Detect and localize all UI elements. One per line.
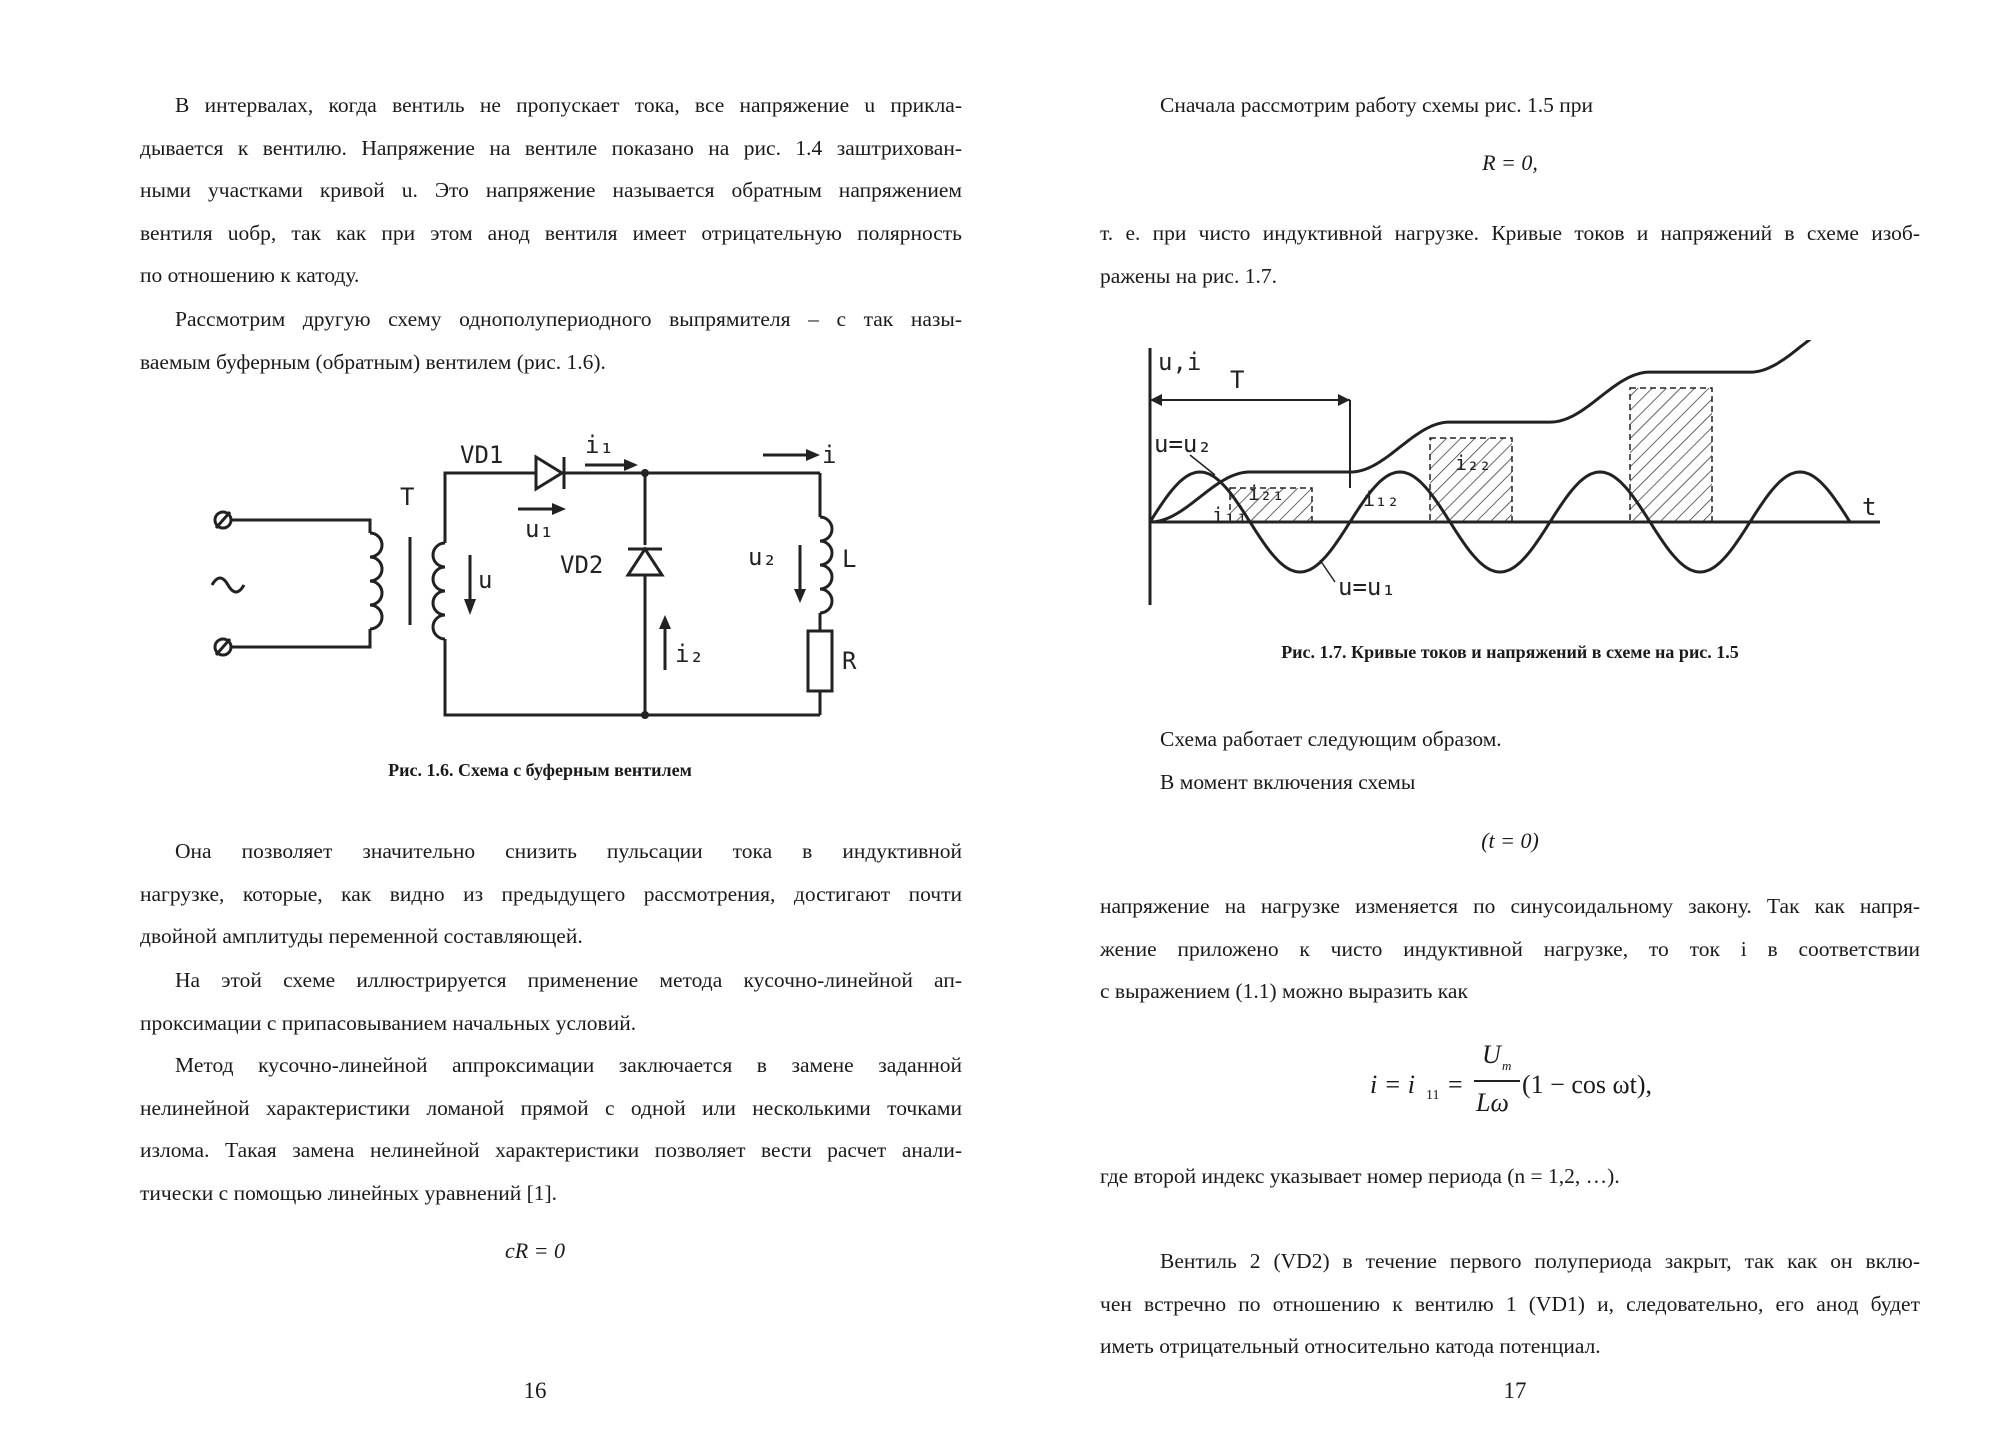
formula-num: U (1482, 1040, 1501, 1069)
right-paragraph-2 (1100, 212, 1920, 297)
text-line: с выражением (1.1) можно выразить как (1100, 979, 1468, 1003)
text-line: Сначала рассмотрим работу схемы рис. 1.5 при (1160, 93, 1594, 117)
period-arrow-right (1338, 394, 1350, 406)
label-i11: i₁₁ (1212, 503, 1249, 527)
formula-rest: (1 − cos ωt), (1522, 1070, 1652, 1099)
label-i1: i₁ (585, 431, 614, 459)
page-number-right: 17 (1503, 1378, 1527, 1403)
text-line: по отношению к катоду. (140, 263, 360, 287)
formula-current (1370, 1040, 1690, 1130)
ac-symbol (212, 578, 244, 592)
figure-caption-1-7: Рис. 1.7. Кривые токов и напряжений в схеме на рис. 1.5 (1281, 642, 1739, 662)
label-u: u (478, 566, 493, 594)
label-u1: u₁ (525, 515, 554, 543)
formula-lhs: i = i (1370, 1070, 1415, 1099)
left-paragraph-1 (140, 84, 962, 297)
label-ui: u,i (1158, 348, 1202, 376)
label-u-u1: u=u₁ (1338, 573, 1396, 601)
right-paragraph-6 (1100, 1240, 1920, 1368)
right-paragraph-3 (1100, 718, 1920, 803)
label-t: T (400, 483, 415, 511)
text-line: тически с помощью линейных уравнений [1]. (140, 1180, 558, 1205)
formula-t-zero: (t = 0) (1481, 828, 1539, 853)
text-line: нагрузке, которые, как видно из предыдущего рассмотрения, достигают почти (140, 881, 962, 906)
text-line: Она позволяет значительно снизить пульсации тока в индуктивной (175, 839, 962, 863)
text-line: дывается к вентилю. Напряжение на вентиле показано на рис. 1.4 заштрихован- (140, 135, 962, 160)
circuit-diagram (200, 425, 900, 725)
text-line: т. е. при чисто индуктивной нагрузке. Кривые токов и напряжений в схеме изоб- (1100, 221, 1920, 245)
text-line: вентиля uобр, так как при этом анод вентиля имеет отрицательную полярность (140, 220, 962, 245)
label-period-t: T (1230, 366, 1245, 394)
primary-winding (370, 533, 382, 629)
right-paragraph-4 (1100, 885, 1920, 1013)
secondary-winding (433, 543, 445, 639)
text-line: Метод кусочно-линейной аппроксимации заключается в замене заданной (175, 1053, 962, 1077)
formula-r-zero: R = 0, (1482, 150, 1538, 175)
text-line: На этой схеме иллюстрируется применение метода кусочно-линейной ап- (175, 968, 962, 992)
formula-num-sub: m (1502, 1058, 1512, 1073)
leader-u-u1 (1320, 560, 1335, 582)
current-voltage-chart (1120, 340, 1900, 620)
text-line: ными участками кривой u. Это напряжение называется обратным напряжением (140, 178, 962, 202)
label-i: i (822, 441, 837, 469)
text-line: ваемым буферным (обратным) вентилем (рис. 1.6). (140, 349, 606, 374)
text-line: жение приложено к чисто индуктивной нагрузке, то ток i в соответствии (1100, 936, 1920, 961)
fraction-bar (1474, 1080, 1520, 1082)
text-line: ражены на рис. 1.7. (1100, 263, 1277, 288)
hatched-region-3 (1630, 388, 1712, 522)
text-line: где второй индекс указывает номер периода (n = 1,2, …). (1100, 1164, 1620, 1188)
label-t-axis: t (1862, 493, 1877, 521)
right-page (1000, 0, 2000, 1450)
label-u2: u₂ (748, 543, 777, 571)
left-paragraph-3 (140, 830, 962, 958)
text-line: излома. Такая замена нелинейной характеристики позволяет вести расчет анали- (140, 1138, 962, 1162)
text-line: проксимации с припасовыванием начальных условий. (140, 1010, 637, 1035)
text-line: двойной амплитуды переменной составляющей. (140, 924, 583, 948)
text-line: Вентиль 2 (VD2) в течение первого полупериода закрыт, так как он вклю- (1160, 1249, 1920, 1273)
left-paragraph-5 (140, 1044, 962, 1214)
label-i22: i₂₂ (1455, 451, 1492, 475)
text-line: Схема работает следующим образом. (1160, 727, 1502, 751)
text-line: напряжение на нагрузке изменяется по синусоидальному закону. Так как напря- (1100, 894, 1920, 918)
label-l: L (842, 545, 857, 573)
label-i21: i₂₁ (1248, 481, 1285, 505)
vd1-diode (536, 457, 562, 489)
figure-caption-1-6: Рис. 1.6. Схема с буферным вентилем (388, 760, 692, 780)
label-i2: i₂ (675, 640, 704, 668)
text-line: нелинейной характеристики ломаной прямой с одной или несколькими точками (140, 1095, 962, 1120)
left-paragraph-4 (140, 959, 962, 1044)
text-line: В интервалах, когда вентиль не пропускает тока, все напряжение u прикла- (175, 93, 962, 117)
right-paragraph-1 (1100, 84, 1920, 127)
text-line: чен встречно по отношению к вентилю 1 (VD1) и, следовательно, его анод будет (1100, 1291, 1920, 1316)
label-vd2: VD2 (560, 551, 604, 579)
resistor-r (808, 631, 832, 691)
label-u-u2: u=u₂ (1154, 430, 1212, 458)
formula-eq: = (1448, 1070, 1463, 1099)
formula-sub: 11 (1426, 1088, 1440, 1103)
formula-cr: cR = 0 (504, 1238, 566, 1263)
left-paragraph-2 (140, 298, 962, 383)
label-vd1: VD1 (460, 441, 504, 469)
label-i12: i₁₂ (1363, 487, 1400, 511)
vd2-diode (628, 549, 662, 575)
page-number-left: 16 (523, 1378, 547, 1403)
label-r: R (842, 647, 857, 675)
text-line: Рассмотрим другую схему однополупериодного выпрямителя – с так назы- (175, 307, 962, 331)
text-line: В момент включения схемы (1160, 769, 1416, 794)
inductor-l (820, 517, 832, 613)
formula-den: Lω (1476, 1088, 1509, 1117)
right-paragraph-5 (1100, 1155, 1920, 1198)
text-line: иметь отрицательный относительно катода потенциал. (1100, 1334, 1601, 1358)
period-arrow-left (1150, 394, 1162, 406)
